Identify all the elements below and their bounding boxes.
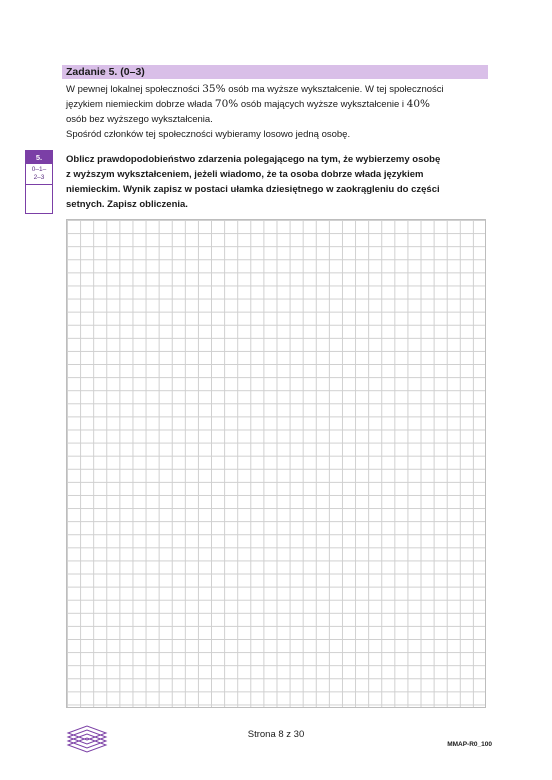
percent-70: 70% [214,98,239,110]
task-intro [66,82,486,142]
task-title: Zadanie 5. (0–3) [66,66,145,78]
question-line-3: niemieckim. Wynik zapisz w postaci ułamka dziesiętnego w zaokrągleniu do części [66,184,440,195]
intro-line-4: Spośród członków tej społeczności wybieramy losowo jedną osobę. [66,129,351,140]
intro-line-1: W pewnej lokalnej społeczności 35% osób ma wyższe wykształcenie. W tej społeczności [66,83,444,95]
answer-grid[interactable] [66,219,486,708]
question-line-4: setnych. Zapisz obliczenia. [66,199,188,210]
intro-line-3: osób bez wyższego wykształcenia. [66,114,213,125]
task-number: 5. [26,151,52,164]
exam-code: MMAP-R0_100 [447,741,492,748]
score-box [25,150,53,214]
percent-40: 40% [406,98,430,110]
question-line-2: z wyższym wykształceniem, jeżeli wiadomo, że ta osoba dobrze włada językiem [66,169,424,180]
question-line-1: Oblicz prawdopodobieństwo zdarzenia polegającego na tym, że wybierzemy osobę [66,154,441,165]
score-points: 0–1– 2–3 [26,164,52,185]
task-question [66,152,486,212]
page-number: Strona 8 z 30 [247,729,305,740]
percent-35: 35% [202,83,226,95]
intro-line-2: językiem niemieckim dobrze włada 70% osób mających wyższe wykształcenie i 40% [66,98,430,110]
